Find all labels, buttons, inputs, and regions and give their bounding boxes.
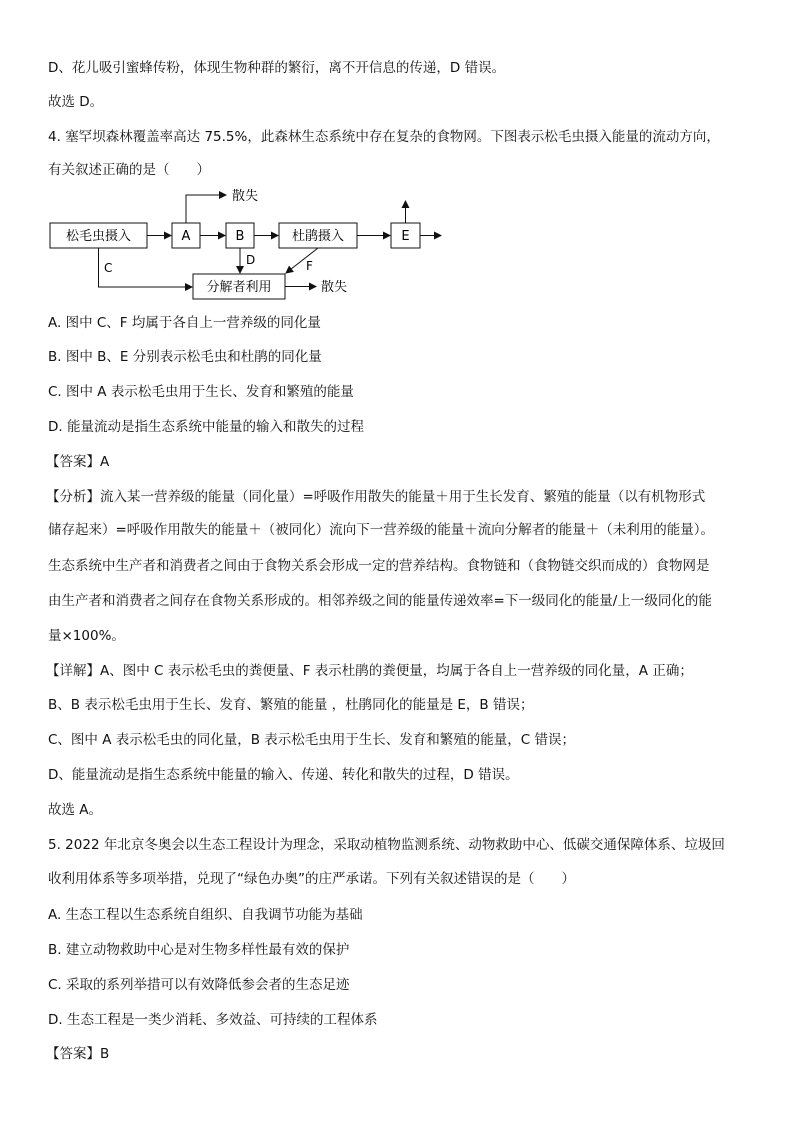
q5-option-a: A. 生态工程以生态系统自组织、自我调节功能为基础 [48,907,363,923]
arrow-f-cuckoo-to-decomposer [286,248,318,273]
arrow-a-to-lost [186,195,226,223]
q4-analysis-line-5: 量×100%。 [48,628,125,644]
q5-stem-line-2: 收利用体系等多项举措，兑现了“绿色办奥”的庄严承诺。下列有关叙述错误的是（ ） [48,871,575,887]
q4-choose: 故选 A。 [48,802,103,818]
box-decomposer-label: 分解者利用 [206,280,272,295]
q5-stem-line-1: 5. 2022 年北京冬奥会以生态工程设计为理念，采取动植物监测系统、动物救助中心、低碳交通保障体系、垃圾回 [48,837,725,853]
label-lost-top: 散失 [232,189,259,204]
box-a-label: A [181,229,191,244]
q5-option-d: D. 生态工程是一类少消耗、多效益、可持续的工程体系 [48,1012,378,1028]
q4-detail-line-4: D、能量流动是指生态系统中能量的输入、传递、转化和散失的过程，D 错误。 [48,767,519,783]
label-d: D [246,253,256,267]
q4-analysis-line-2: 储存起来）=呼吸作用散失的能量＋（被同化）流向下一营养级的能量＋流向分解者的能量＋（未利用的能量）。 [48,522,715,538]
prev-option-d-explanation: D、花儿吸引蜜蜂传粉，体现生物种群的繁衍，离不开信息的传递，D 错误。 [48,60,506,76]
q5-option-b: B. 建立动物救助中心是对生物多样性最有效的保护 [48,942,350,958]
q4-analysis-line-3: 生态系统中生产者和消费者之间由于食物关系会形成一定的营养结构。食物链和（食物链交织而成的）食物网是 [48,558,710,574]
q4-stem-line-1: 4. 塞罕坝森林覆盖率高达 75.5%，此森林生态系统中存在复杂的食物网。下图表示松毛虫摄入能量的流动方向， [48,129,720,145]
label-c: C [104,261,113,275]
q4-detail-line-1: 【详解】A、图中 C 表示松毛虫的粪便量、F 表示杜鹃的粪便量，均属于各自上一营养级的同化量，A 正确； [46,663,693,679]
q4-option-a: A. 图中 C、F 均属于各自上一营养级的同化量 [48,315,321,331]
q4-detail-line-2: B、B 表示松毛虫用于生长、发育、繁殖的能量 ，杜鹃同化的能量是 E，B 错误； [48,697,534,713]
q4-stem-line-2: 有关叙述正确的是（ ） [48,162,210,178]
q4-option-d: D. 能量流动是指生态系统中能量的输入和散失的过程 [48,419,364,435]
q4-analysis-line-1: 【分析】流入某一营养级的能量（同化量）=呼吸作用散失的能量＋用于生长发育、繁殖的能量（以有机物形式 [46,489,706,505]
box-pine-caterpillar-intake-label: 松毛虫摄入 [65,229,132,244]
box-cuckoo-intake-label: 杜鹃摄入 [291,229,345,244]
label-lost-bottom: 散失 [321,280,348,295]
q4-option-b: B. 图中 B、E 分别表示松毛虫和杜鹃的同化量 [48,349,322,365]
q4-option-c: C. 图中 A 表示松毛虫用于生长、发育和繁殖的能量 [48,384,354,400]
box-e-label: E [401,229,410,244]
box-b-label: B [235,229,245,244]
q4-detail-line-3: C、图中 A 表示松毛虫的同化量，B 表示松毛虫用于生长、发育和繁殖的能量，C 错误； [48,732,576,748]
q4-answer: 【答案】A [46,454,110,470]
prev-choose: 故选 D。 [48,94,104,110]
q4-analysis-line-4: 由生产者和消费者之间存在食物关系形成的。相邻养级之间的能量传递效率=下一级同化的能量/上一级同化的能 [48,593,712,609]
arrow-c-intake-to-decomposer [99,248,193,287]
label-f: F [306,259,313,273]
q5-option-c: C. 采取的系列举措可以有效降低参会者的生态足迹 [48,977,350,993]
q5-answer: 【答案】B [46,1046,110,1062]
energy-flow-diagram [0,180,794,305]
